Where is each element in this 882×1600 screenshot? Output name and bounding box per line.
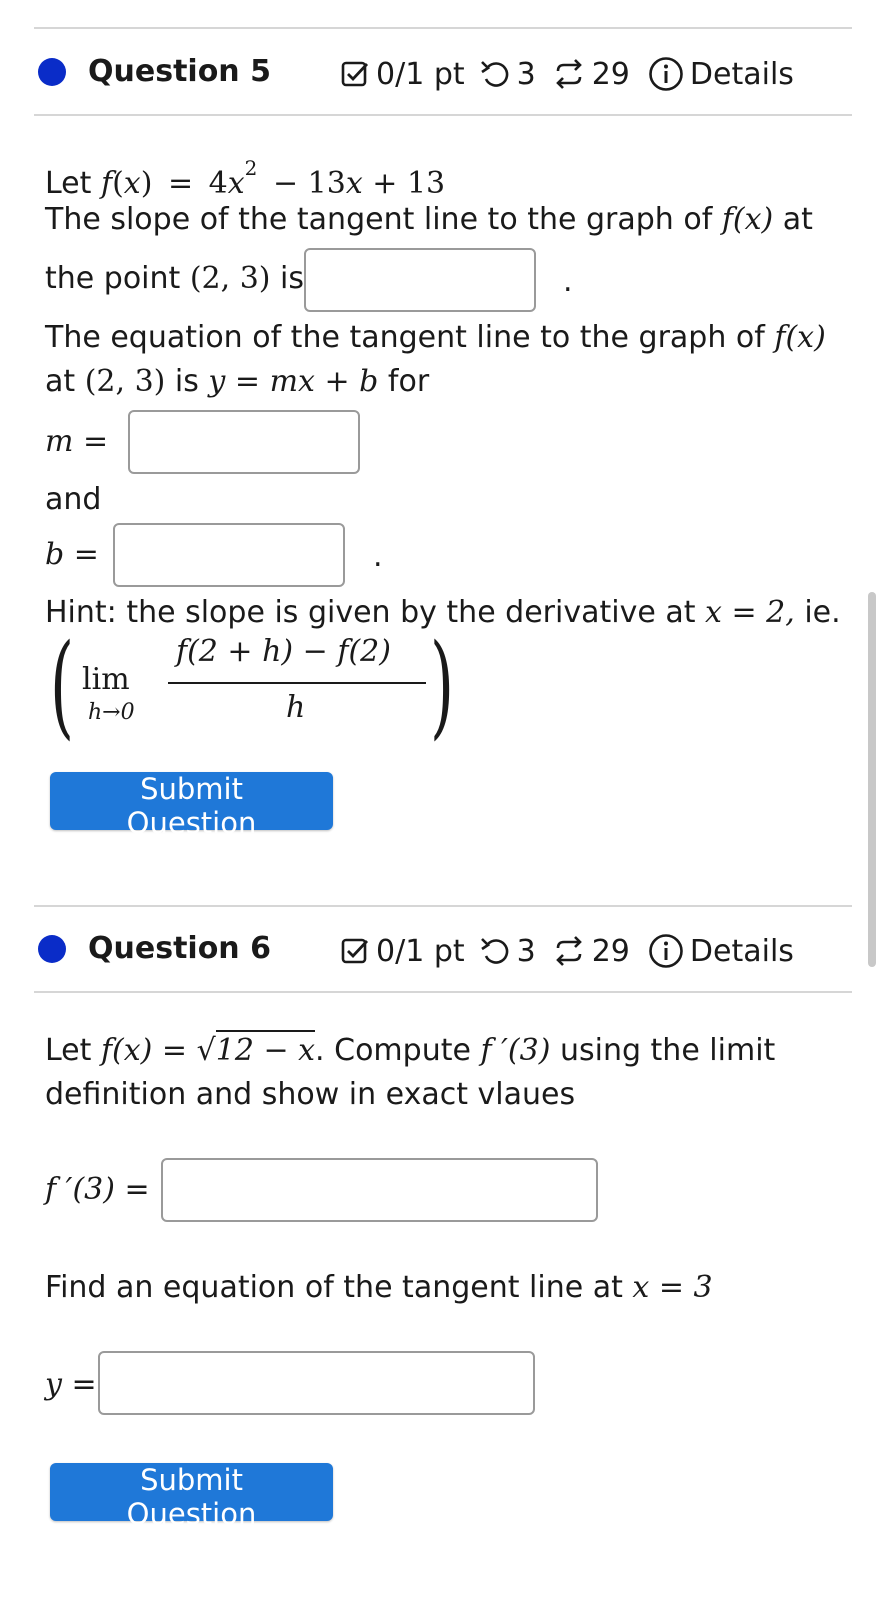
limit-close-paren: ) (430, 621, 455, 751)
checkbox-icon (340, 59, 370, 89)
limit-subscript: h→0 (88, 700, 135, 725)
q6-fprime-label: f ′(3) = (45, 1172, 150, 1207)
q5-function-definition: Let $f(x) = 4x^2 - 13x + 13$ (45, 156, 446, 201)
question-6-header-divider (34, 991, 852, 993)
q6-y-input[interactable] (98, 1351, 535, 1415)
attempts-icon (552, 936, 586, 966)
q5-slope-question-line: The slope of the tangent line to the graph of f(x) at (45, 202, 813, 237)
q5-b-label: b = (45, 537, 99, 572)
q6-fprime-input[interactable] (161, 1158, 598, 1222)
q5-slope-input[interactable] (304, 248, 536, 312)
question-6-score: 0/1 pt (376, 933, 465, 969)
q6-function-definition: Let f(x) = √12 − x. Compute f ′(3) using the limit (45, 1033, 775, 1068)
q5-slope-period: . (563, 264, 573, 299)
question-6-top-divider (34, 905, 852, 907)
sqrt-symbol: √ (196, 1033, 216, 1068)
q5-point-line: the point (2, 3) is (45, 261, 304, 296)
q6-submit-button[interactable]: Submit Question (50, 1463, 333, 1521)
question-6-meta (340, 933, 794, 969)
q5-hint: Hint: the slope is given by the derivative at x = 2, ie. (45, 595, 841, 630)
limit-numerator: f(2 + h) − f(2) (176, 634, 391, 669)
question-5-meta (340, 56, 794, 92)
retry-icon (479, 59, 511, 89)
retry-icon (479, 936, 511, 966)
q6-y-label: y = (45, 1367, 97, 1402)
question-5-header-divider (34, 114, 852, 116)
info-icon[interactable] (648, 56, 684, 92)
limit-denominator: h (286, 690, 306, 725)
q5-equation-question-line: The equation of the tangent line to the graph of f(x) (45, 320, 826, 355)
q5-b-period: . (373, 539, 383, 574)
q5-m-input[interactable] (128, 410, 360, 474)
question-6-attempts: 29 (591, 933, 630, 969)
q5-submit-button[interactable]: Submit Question (50, 772, 333, 830)
q6-instruction-line: definition and show in exact vlaues (45, 1077, 576, 1112)
question-6-details-link[interactable]: Details (689, 933, 794, 969)
top-divider (34, 27, 852, 29)
question-5-attempts: 29 (591, 56, 630, 92)
q5-b-input[interactable] (113, 523, 345, 587)
question-6-status-dot (38, 935, 66, 963)
q5-m-label: m = (45, 424, 109, 459)
limit-fraction-bar (168, 682, 426, 684)
q6-tangent-question: Find an equation of the tangent line at x = 3 (45, 1270, 713, 1305)
question-5-score: 0/1 pt (376, 56, 465, 92)
question-5-title: Question 5 (88, 54, 271, 89)
q5-equation-form-line: at (2, 3) is y = mx + b for (45, 364, 430, 399)
attempts-icon (552, 59, 586, 89)
question-6-retries: 3 (516, 933, 536, 969)
question-5-status-dot (38, 58, 66, 86)
q5-and-text: and (45, 482, 102, 517)
limit-open-paren: ( (50, 621, 75, 751)
page-scrollbar[interactable] (868, 592, 876, 967)
question-5-details-link[interactable]: Details (689, 56, 794, 92)
info-icon[interactable] (648, 933, 684, 969)
checkbox-icon (340, 936, 370, 966)
question-5-retries: 3 (516, 56, 536, 92)
limit-lim: lim (82, 662, 130, 697)
question-6-title: Question 6 (88, 931, 271, 966)
